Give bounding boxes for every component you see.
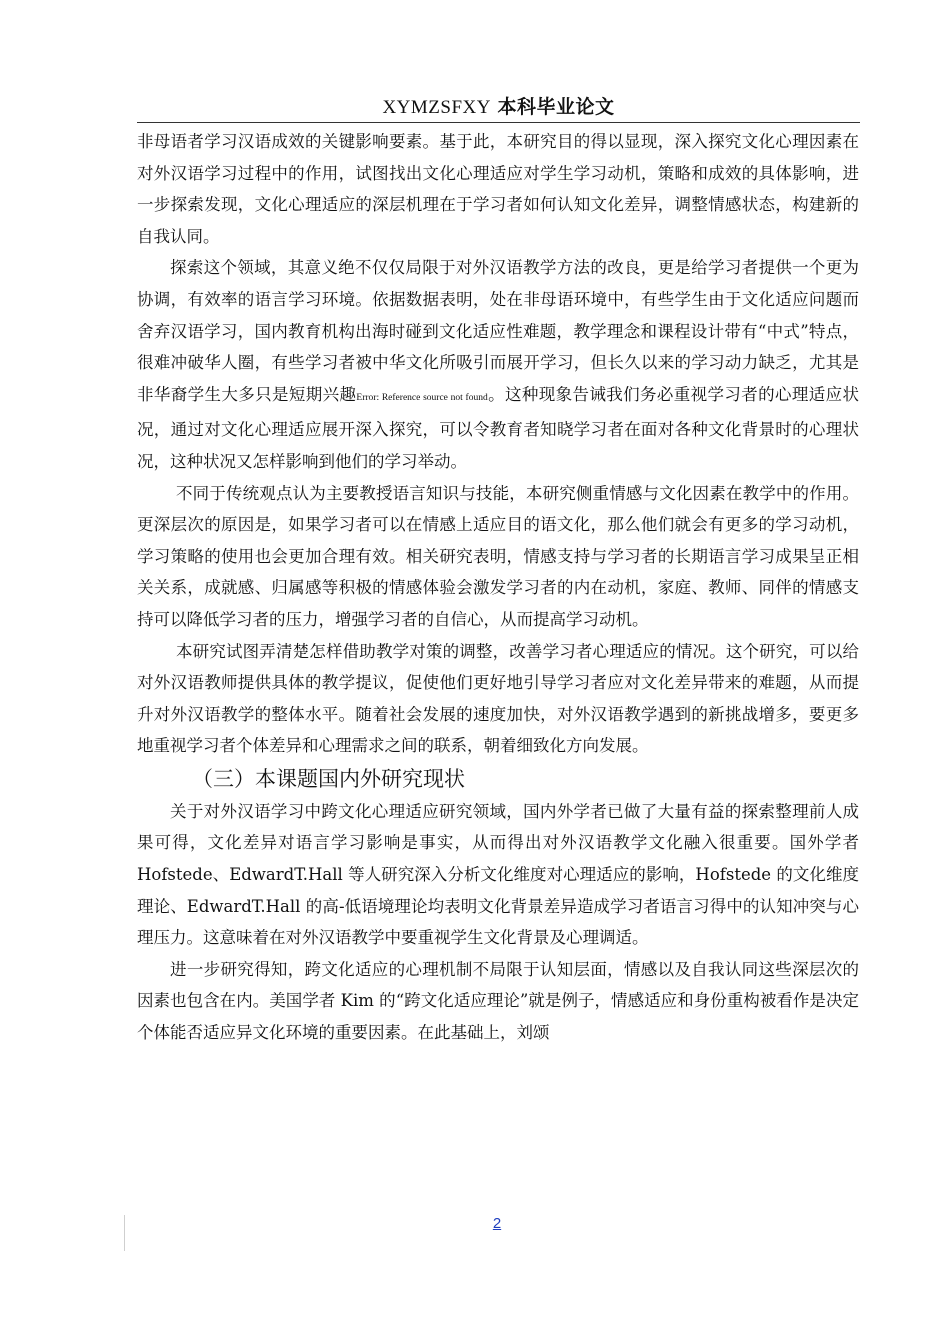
- reference-error-field: Error: Reference source not found: [356, 392, 488, 403]
- paragraph-5: 关于对外汉语学习中跨文化心理适应研究领域，国内外学者已做了大量有益的探索整理前人成果可得，文化差异对语言学习影响是事实，从而得出对外汉语教学文化融入很重要。国外学者 Hofstede、EdwardT.Hall 等人研究深入分析文化维度对心理适应的影响，Hofstede 的文化维度理论、EdwardT.Hall 的高-低语境理论均表明文化背景差异造成学习者语言习得中的认知冲突与心理压力。这意味着在对外汉语教学中要重视学生文化背景及心理调适。: [137, 801, 859, 948]
- page-header: [137, 92, 860, 123]
- section-heading: （三）本课题国内外研究现状: [192, 766, 465, 791]
- paragraph-6: 进一步研究得知，跨文化适应的心理机制不局限于认知层面，情感以及自我认同这些深层次的因素也包含在内。美国学者 Kim 的“跨文化适应理论”就是例子，情感适应和身份重构被看作是决定个体能否适应异文化环境的重要因素。在此基础上，刘颂: [137, 959, 859, 1043]
- paragraph-3: 不同于传统观点认为主要教授语言知识与技能，本研究侧重情感与文化因素在教学中的作用。更深层次的原因是，如果学习者可以在情感上适应目的语文化，那么他们就会有更多的学习动机，学习策略的使用也会更加合理有效。相关研究表明，情感支持与学习者的长期语言学习成果呈正相关关系，成就感、归属感等积极的情感体验会激发学习者的内在动机，家庭、教师、同伴的情感支持可以降低学习者的压力，增强学习者的自信心，从而提高学习动机。: [137, 483, 859, 629]
- page-number[interactable]: 2: [492, 1215, 502, 1232]
- document-body: [137, 126, 859, 1049]
- paragraph-2-text-before: 探索这个领域，其意义绝不仅仅局限于对外汉语教学方法的改良，更是给学习者提供一个更为协调，有效率的语言学习环境。依据数据表明，处在非母语环境中，有些学生由于文化适应问题而舍弃汉语学习，国内教育机构出海时碰到文化适应性难题，教学理念和课程设计带有“中式”特点，很难冲破华人圈，有些学习者被中华文化所吸引而展开学习，但长久以来的学习动力缺乏，尤其是非华裔学生大多只是短期兴趣: [137, 258, 859, 404]
- header-code: XYMZSFXY: [382, 97, 491, 118]
- header-title: 本科毕业论文: [497, 96, 615, 118]
- paragraph-2-text-after: 。这种现象告诫我们务必重视学习者的心理适应状况，通过对文化心理适应展开深入探究，可以令教育者知晓学习者在面对各种文化背景时的心理状况，这种状况又怎样影响到他们的学习举动。: [137, 384, 860, 471]
- paragraph-4: 本研究试图弄清楚怎样借助教学对策的调整，改善学习者心理适应的情况。这个研究，可以给对外汉语教师提供具体的教学提议，促使他们更好地引导学习者应对文化差异带来的难题，从而提升对外汉语教学的整体水平。随着社会发展的速度加快，对外汉语教学遇到的新挑战增多，要更多地重视学习者个体差异和心理需求之间的联系，朝着细致化方向发展。: [137, 641, 859, 756]
- paragraph-1: 非母语者学习汉语成效的关键影响要素。基于此，本研究目的得以显现，深入探究文化心理因素在对外汉语学习过程中的作用，试图找出文化心理适应对学生学习动机，策略和成效的具体影响，进一步探索发现，文化心理适应的深层机理在于学习者如何认知文化差异，调整情感状态，构建新的自我认同。: [137, 132, 859, 246]
- paragraph-2: [137, 252, 859, 477]
